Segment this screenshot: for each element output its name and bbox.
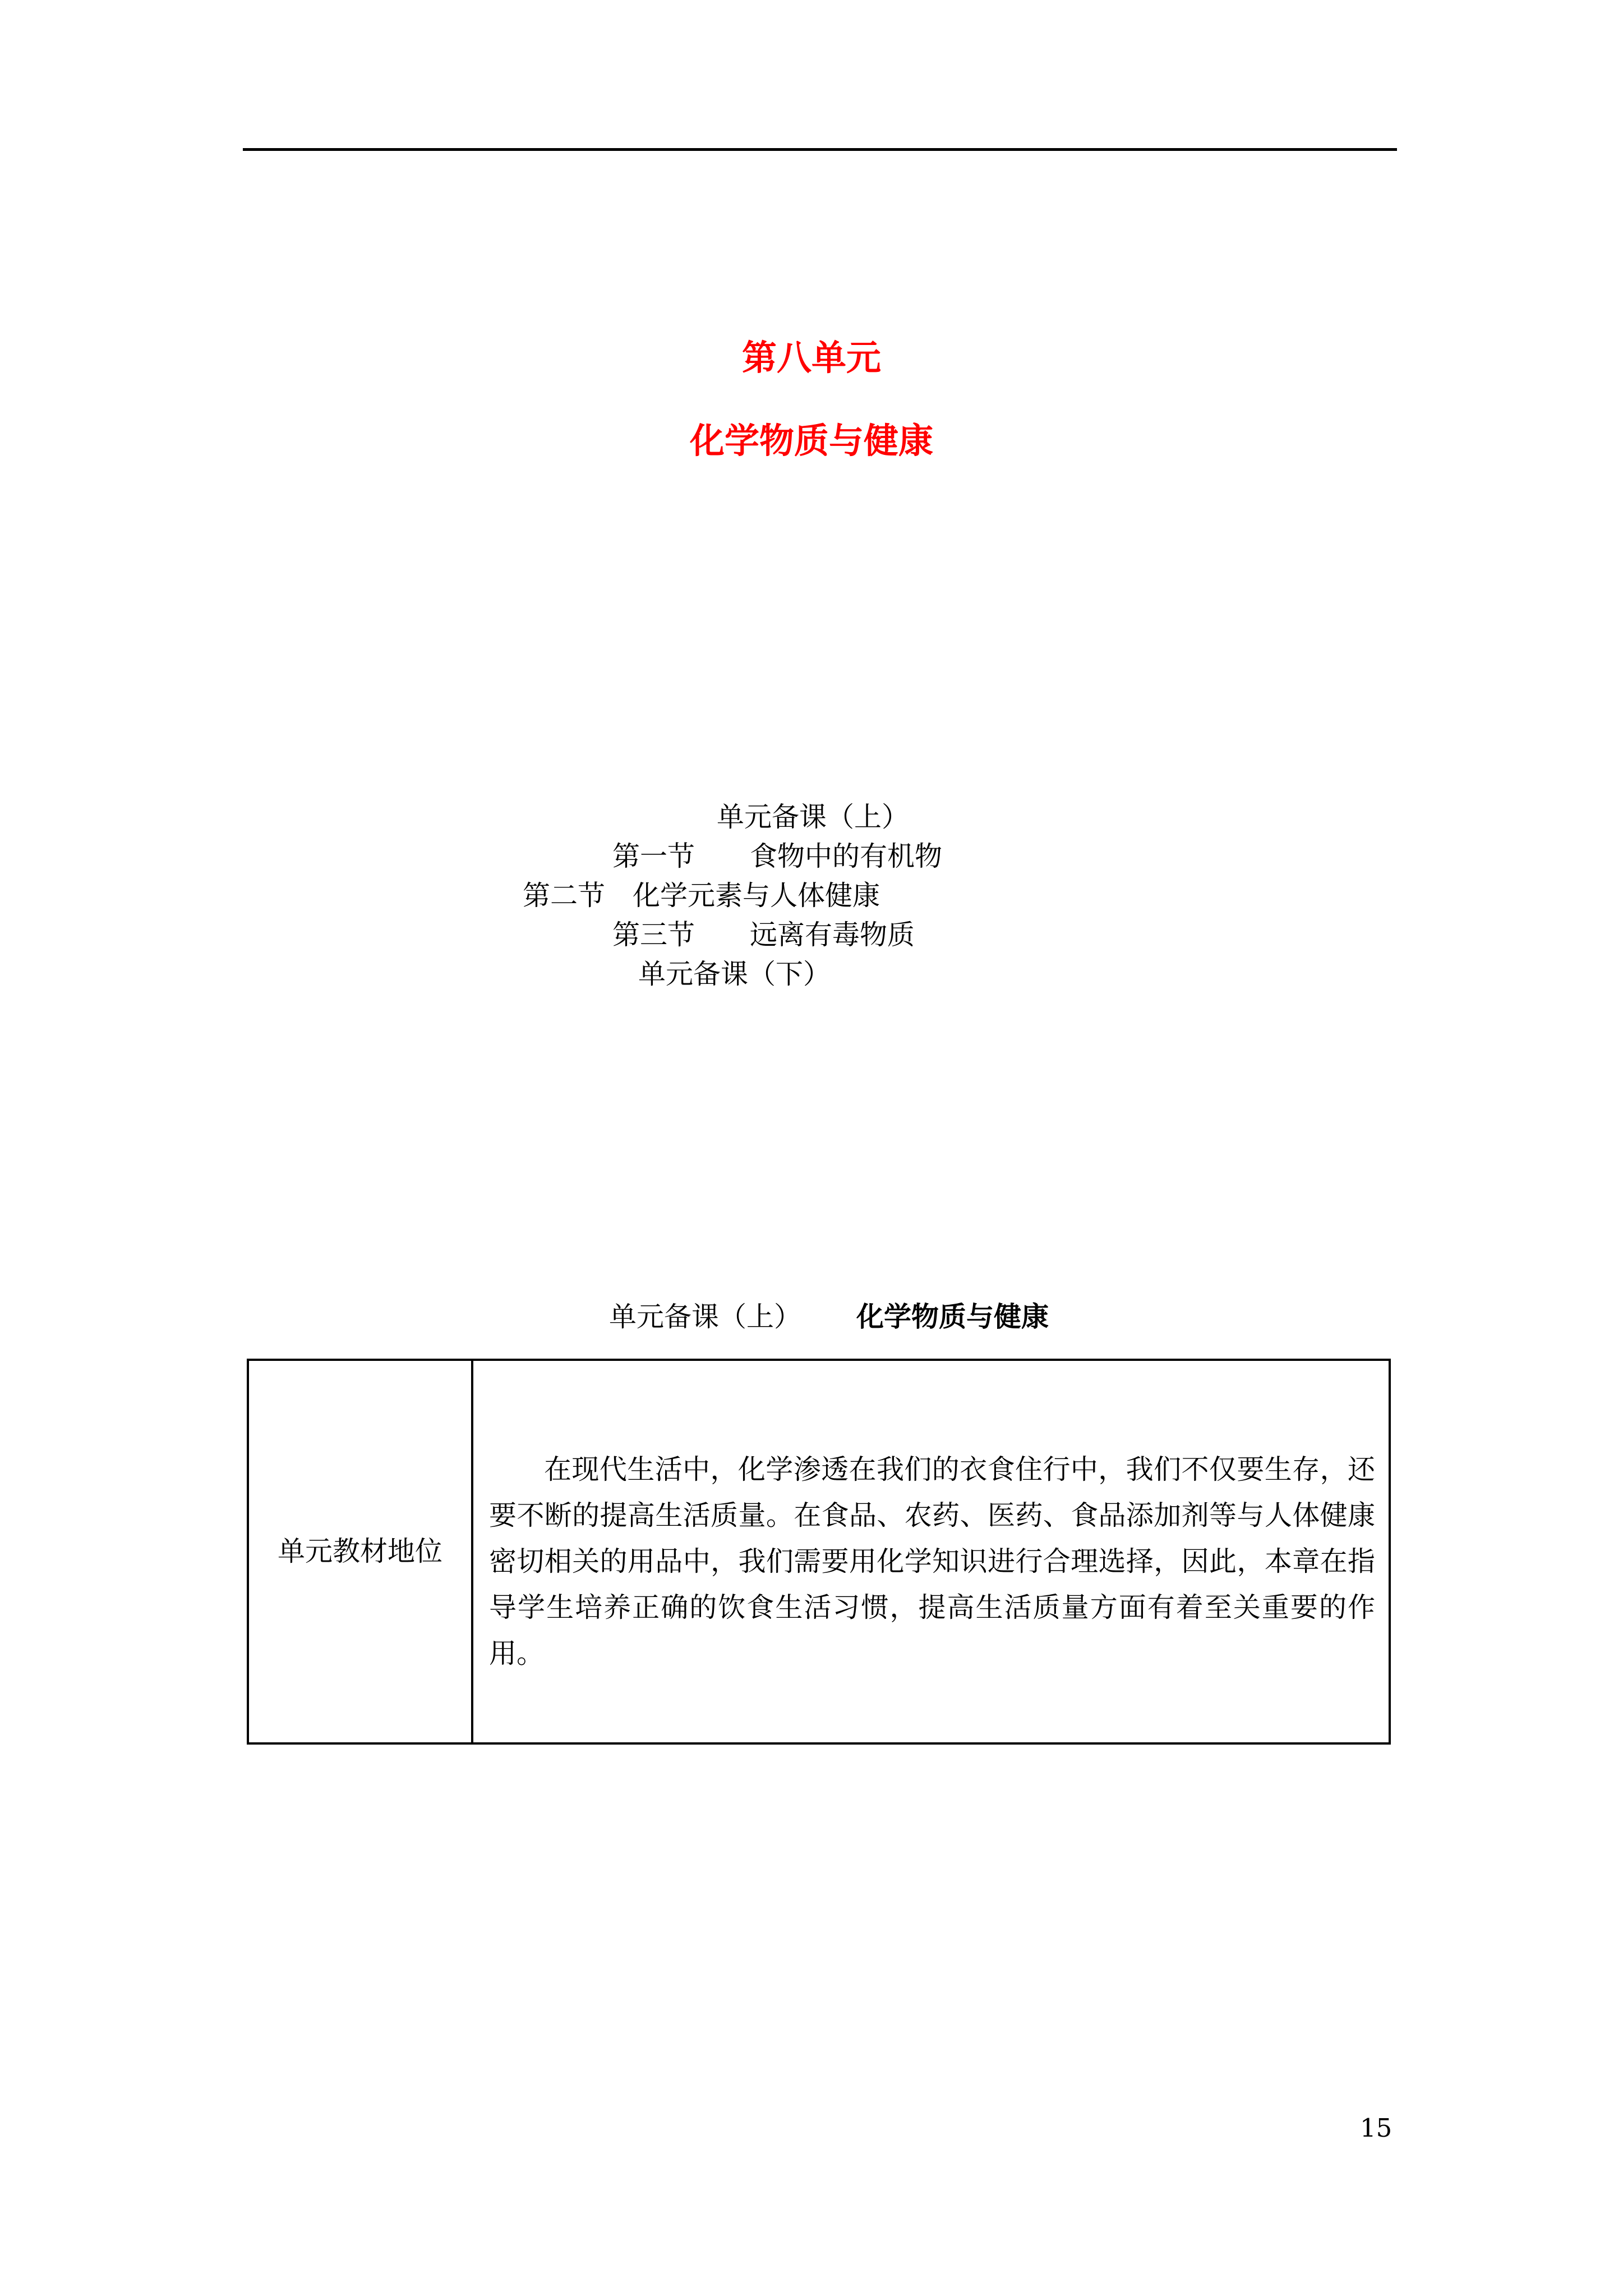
header-rule: [243, 148, 1397, 151]
table-caption-title: 化学物质与健康: [856, 1300, 1049, 1333]
page-number: 15: [1360, 2113, 1393, 2143]
toc-item: 第一节 食物中的有机物: [612, 840, 943, 872]
table-row-label-text: 单元教材地位: [277, 1535, 442, 1567]
toc-item: 第三节 远离有毒物质: [612, 919, 915, 951]
table-row-content: 在现代生活中，化学渗透在我们的衣食住行中，我们不仅要生存，还要不断的提高生活质量。在食品、农药、医药、食品添加剂等与人体健康密切相关的用品中，我们需要用化学知识进行合理选择，因此，本章在指导学生培养正确的饮食生活习惯，提高生活质量方面有着至关重要的作用。: [489, 1453, 1375, 1669]
table-row-label: [249, 1361, 471, 1742]
toc-item: 单元备课（上）: [717, 801, 910, 833]
toc-item: 单元备课（下）: [638, 958, 831, 990]
table-column-divider: [471, 1361, 473, 1742]
table-caption-prefix: 单元备课（上）: [609, 1301, 802, 1333]
table-caption: [609, 1299, 1049, 1335]
unit-number-title: 第八单元: [741, 337, 881, 378]
unit-info-table: [247, 1359, 1391, 1745]
toc-item: 第二节 化学元素与人体健康: [523, 880, 880, 912]
unit-name-title: 化学物质与健康: [689, 420, 933, 461]
